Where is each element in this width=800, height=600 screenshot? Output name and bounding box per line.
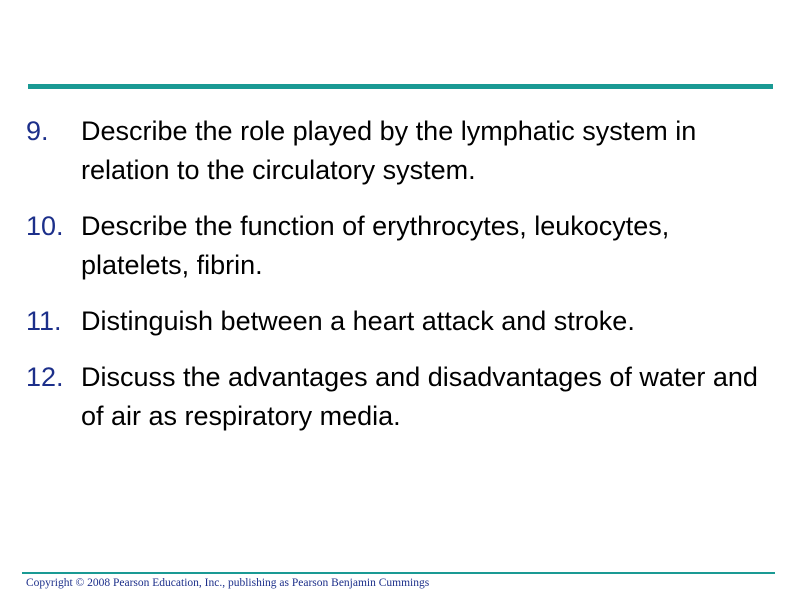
objective-item [26, 358, 766, 436]
header-divider [28, 84, 773, 89]
objective-text: Describe the function of erythrocytes, leukocytes, platelets, fibrin. [81, 211, 670, 280]
copyright-notice: Copyright © 2008 Pearson Education, Inc., publishing as Pearson Benjamin Cummings [26, 577, 430, 589]
objective-item [26, 112, 766, 190]
objective-text: Describe the role played by the lymphatic system in relation to the circulatory system. [81, 116, 697, 185]
objective-item [26, 302, 766, 341]
objectives-list [26, 112, 766, 453]
objective-item [26, 207, 766, 285]
objective-number: 10. [26, 211, 64, 241]
objective-number: 11. [26, 306, 62, 336]
objective-text: Discuss the advantages and disadvantages of water and of air as respiratory media. [81, 362, 758, 431]
objective-number: 12. [26, 362, 64, 392]
footer-divider [22, 572, 775, 574]
objective-number: 9. [26, 116, 49, 146]
objective-text: Distinguish between a heart attack and stroke. [81, 306, 635, 336]
